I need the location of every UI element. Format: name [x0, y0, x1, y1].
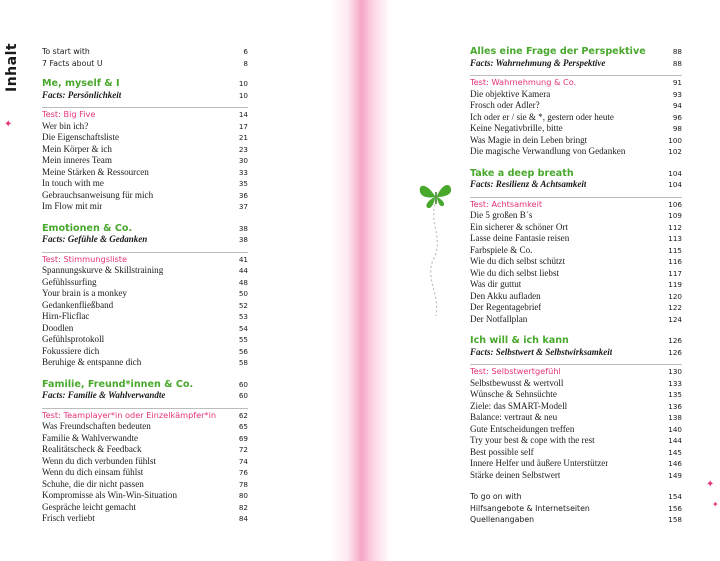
toc-entry[interactable]: Wie du dich selbst liebst 117	[470, 267, 682, 278]
toc-entry[interactable]: To go on with 154	[470, 492, 682, 501]
section-heading[interactable]: Emotionen & Co. 38	[42, 222, 248, 234]
section-perspektive	[470, 46, 682, 158]
section-heading[interactable]: Alles eine Frage der Perspektive 88	[470, 46, 682, 57]
toc-entry[interactable]: Farbspiele & Co. 115	[470, 244, 682, 255]
toc-entry[interactable]: Wer bin ich? 17	[42, 120, 248, 131]
toc-entry[interactable]: In touch with me 35	[42, 178, 248, 188]
facts-entry[interactable]: Facts: Selbstwert & Selbstwirksamkeit 126	[470, 346, 682, 357]
right-toc	[470, 46, 682, 535]
toc-entry[interactable]: Frosch oder Adler? 94	[470, 100, 682, 110]
sparkle-icon: ✦	[4, 119, 13, 130]
toc-entry[interactable]: Der Notfallplan 124	[470, 313, 682, 324]
toc-entry[interactable]: Ziele: das SMART-Modell 136	[470, 400, 682, 411]
toc-entry[interactable]: Familie & Wahlverwandte 69	[42, 432, 248, 443]
toc-entry[interactable]: Der Regentagebrief 122	[470, 302, 682, 312]
divider	[470, 364, 682, 365]
test-entry[interactable]: Test: Wahrnehmung & Co. 91	[470, 77, 682, 87]
toc-entry[interactable]: Spannungskurve & Skillstraining 44	[42, 265, 248, 275]
intro-group	[42, 46, 248, 69]
section-heading[interactable]: Me, myself & I 10	[42, 78, 248, 89]
toc-entry[interactable]: Kompromisse als Win-Win-Situation 80	[42, 490, 248, 500]
toc-entry[interactable]: Was Freundschaften bedeuten 65	[42, 421, 248, 431]
toc-entry[interactable]: Den Akku aufladen 120	[470, 290, 682, 301]
divider	[470, 197, 682, 198]
toc-entry[interactable]: Die 5 großen B´s 109	[470, 210, 682, 220]
toc-entry[interactable]: Mein Körper & ich 23	[42, 143, 248, 154]
toc-entry[interactable]: Schuhe, die dir nicht passen 78	[42, 478, 248, 489]
toc-entry[interactable]: Keine Negativbrille, bitte 98	[470, 123, 682, 133]
toc-entry[interactable]: Ein sicherer & schöner Ort 112	[470, 221, 682, 232]
test-entry[interactable]: Test: Big Five 14	[42, 109, 248, 119]
toc-entry[interactable]: 7 Facts about U 8	[42, 58, 248, 68]
section-familie	[42, 379, 248, 525]
section-me-myself	[42, 78, 248, 213]
toc-entry[interactable]: Hirn-Flicflac 53	[42, 311, 248, 321]
toc-entry[interactable]: Best possible self 145	[470, 446, 682, 457]
toc-entry[interactable]: Selbstbewusst & wertvoll 133	[470, 377, 682, 388]
outro-group	[470, 491, 682, 526]
toc-entry[interactable]: Mein inneres Team 30	[42, 155, 248, 165]
toc-entry[interactable]: Balance: vertraut & neu 138	[470, 412, 682, 422]
toc-entry[interactable]: Wenn du dich einsam fühlst 76	[42, 467, 248, 477]
toc-entry[interactable]: Ich oder er / sie & *, gestern oder heute 96	[470, 111, 682, 122]
toc-entry[interactable]: Stärke deinen Selbstwert 149	[470, 469, 682, 480]
toc-entry[interactable]: Quellenangaben 158	[470, 515, 682, 524]
test-entry[interactable]: Test: Selbstwertgefühl 130	[470, 366, 682, 376]
facts-entry[interactable]: Facts: Wahrnehmung & Perspektive 88	[470, 57, 682, 68]
toc-entry[interactable]: Your brain is a monkey 50	[42, 288, 248, 298]
toc-entry[interactable]: Die objektive Kamera 93	[470, 88, 682, 99]
test-entry[interactable]: Test: Teamplayer*in oder Einzelkämpfer*in 62	[42, 409, 248, 420]
toc-entry[interactable]: Beruhige & entspanne dich 58	[42, 357, 248, 367]
toc-entry[interactable]: Try your best & cope with the rest 144	[470, 435, 682, 445]
toc-entry[interactable]: Die magische Verwandlung von Gedanken 102	[470, 146, 682, 156]
side-title: Inhalt	[4, 42, 20, 92]
toc-entry[interactable]: Lasse deine Fantasie reisen 113	[470, 233, 682, 243]
left-toc	[42, 46, 248, 535]
divider	[42, 107, 248, 108]
section-emotionen	[42, 223, 248, 369]
section-ich-will	[470, 335, 682, 481]
toc-entry[interactable]: Gespräche leicht gemacht 82	[42, 501, 248, 512]
facts-entry[interactable]: Facts: Gefühle & Gedanken 38	[42, 234, 248, 244]
toc-entry[interactable]: Doodlen 54	[42, 322, 248, 333]
sparkle-icon: ✦	[712, 500, 719, 509]
toc-entry[interactable]: Gute Entscheidungen treffen 140	[470, 423, 682, 434]
toc-entry[interactable]: Im Flow mit mir 37	[42, 201, 248, 211]
left-page	[0, 0, 330, 561]
toc-entry[interactable]: Meine Stärken & Ressourcen 33	[42, 166, 248, 177]
test-entry[interactable]: Test: Achtsamkeit 106	[470, 198, 682, 209]
section-heading[interactable]: Ich will & ich kann 126	[470, 335, 682, 346]
sparkle-icon: ✦	[706, 479, 715, 490]
toc-entry[interactable]: Gedankenfließband 52	[42, 299, 248, 310]
toc-entry[interactable]: Gefühlsprotokoll 55	[42, 334, 248, 344]
divider	[470, 75, 682, 76]
toc-entry[interactable]: Was dir guttut 119	[470, 279, 682, 289]
section-heading[interactable]: Familie, Freund*innen & Co. 60	[42, 378, 248, 390]
toc-entry[interactable]: Frisch verliebt 84	[42, 513, 248, 523]
toc-entry[interactable]: Realitätscheck & Feedback 72	[42, 444, 248, 454]
facts-entry[interactable]: Facts: Persönlichkeit 10	[42, 89, 248, 100]
toc-entry[interactable]: Die Eigenschaftsliste 21	[42, 132, 248, 142]
facts-entry[interactable]: Facts: Resilienz & Achtsamkeit 104	[470, 179, 682, 189]
toc-entry[interactable]: Fokussiere dich 56	[42, 345, 248, 356]
page-gutter	[330, 0, 390, 561]
butterfly-icon	[416, 178, 456, 318]
toc-entry[interactable]: Gebrauchsanweisung für mich 36	[42, 189, 248, 200]
test-entry[interactable]: Test: Stimmungsliste 41	[42, 253, 248, 264]
toc-entry[interactable]: Wünsche & Sehnsüchte 135	[470, 389, 682, 399]
right-page	[390, 0, 720, 561]
toc-entry[interactable]: Wenn du dich verbunden fühlst 74	[42, 455, 248, 466]
toc-entry[interactable]: Innere Helfer und äußere Unterstützer 146	[470, 458, 682, 468]
divider	[42, 408, 248, 409]
toc-entry[interactable]: Wie du dich selbst schützt 116	[470, 256, 682, 266]
section-heading[interactable]: Take a deep breath 104	[470, 167, 682, 179]
divider	[42, 252, 248, 253]
toc-entry[interactable]: Gefühlssurfing 48	[42, 276, 248, 287]
toc-entry[interactable]: Was Magie in dein Leben bringt 100	[470, 134, 682, 145]
section-deep-breath	[470, 168, 682, 326]
facts-entry[interactable]: Facts: Familie & Wahlverwandte 60	[42, 390, 248, 400]
toc-entry[interactable]: Hilfsangebote & Internetseiten 156	[470, 503, 682, 513]
toc-entry[interactable]: To start with 6	[42, 47, 248, 56]
